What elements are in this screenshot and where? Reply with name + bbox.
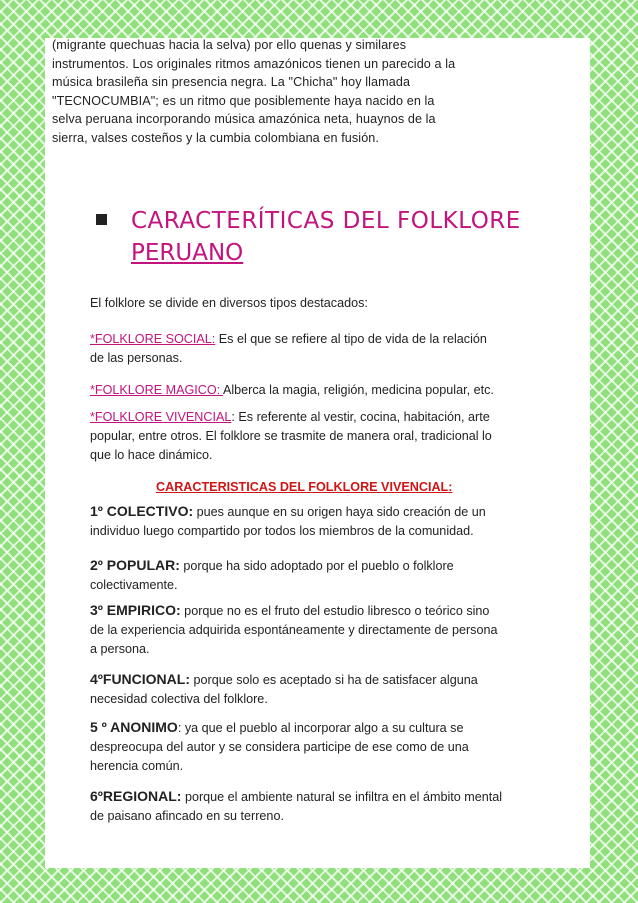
folklore-social-paragraph [90, 330, 550, 368]
intro-line: (migrante quechuas hacia la selva) por ello quenas y similares [52, 38, 407, 52]
folklore-vivencial-text-2: popular, entre otros. El folklore se trasmite de manera oral, tradicional lo [90, 429, 492, 443]
folklore-social-label: *FOLKLORE SOCIAL: [90, 332, 216, 346]
folklore-vivencial-label: *FOLKLORE VIVENCIAL [90, 410, 232, 424]
characteristic-2 [90, 556, 550, 595]
characteristic-1 [90, 502, 550, 541]
characteristic-5 [90, 718, 550, 776]
square-bullet-icon [96, 214, 107, 225]
folklore-vivencial-paragraph [90, 408, 550, 465]
characteristic-text: despreocupa del autor y se considera participe de ese como de una [90, 740, 469, 754]
characteristic-text: porque ha sido adoptado por el pueblo o folklore [179, 559, 454, 573]
intro-line: selva peruana incorporando música amazónica neta, huaynos de la [52, 112, 436, 127]
folklore-vivencial-text-3: que lo hace dinámico. [90, 448, 213, 462]
characteristic-text: pues aunque en su origen haya sido creación de un [193, 505, 486, 519]
characteristic-text: porque no es el fruto del estudio libresco o teórico sino [180, 604, 490, 618]
characteristic-label: 3º EMPIRICO: [90, 602, 181, 618]
intro-line: música brasileña sin presencia negra. La "Chicha" hoy llamada [52, 75, 411, 90]
folklore-vivencial-text: : Es referente al vestir, cocina, habitación, arte [231, 410, 490, 424]
characteristic-3 [90, 601, 550, 659]
characteristic-text: herencia común. [90, 759, 184, 773]
intro-paragraph [52, 36, 552, 148]
characteristic-text: : ya que el pueblo al incorporar algo a su cultura se [177, 721, 464, 735]
characteristic-text: de paisano afincado en su terreno. [90, 809, 284, 823]
characteristic-label: 6ºREGIONAL: [90, 788, 182, 804]
characteristic-text: porque solo es aceptado si ha de satisfacer alguna [190, 673, 478, 687]
characteristic-text: individuo luego compartido por todos los miembros de la comunidad. [90, 524, 474, 538]
heading-line-2: PERUANO [131, 240, 244, 266]
folklore-social-text-2: de las personas. [90, 351, 183, 365]
characteristic-text: de la experiencia adquirida espontáneamente y directamente de persona [90, 623, 498, 637]
folklore-magico-text: Alberca la magia, religión, medicina popular, etc. [222, 383, 494, 397]
characteristic-label: 1º COLECTIVO: [90, 503, 194, 519]
heading-line-1: CARACTERÍTICAS DEL FOLKLORE [131, 208, 521, 234]
characteristic-text: porque el ambiente natural se infiltra en el ámbito mental [181, 790, 503, 804]
intro-line: instrumentos. Los originales ritmos amazónicos tienen un parecido a la [52, 56, 456, 71]
intro-line: "TECNOCUMBIA"; es un ritmo que posiblemente haya nacido en la [52, 93, 435, 108]
section-heading [131, 205, 561, 269]
folklore-magico-label: *FOLKLORE MAGICO: [90, 383, 223, 397]
characteristic-text: colectivamente. [90, 578, 178, 592]
vivencial-subtitle: CARACTERISTICAS DEL FOLKLORE VIVENCIAL: [156, 480, 453, 494]
characteristic-label: 4ºFUNCIONAL: [90, 671, 190, 687]
intro-line: sierra, valses costeños y la cumbia colombiana en fusión. [52, 130, 379, 145]
characteristic-label: 5 º ANONIMO [90, 719, 178, 735]
characteristic-6 [90, 787, 550, 826]
folklore-magico-paragraph [90, 381, 550, 400]
types-intro: El folklore se divide en diversos tipos destacados: [90, 296, 368, 310]
characteristic-text: a persona. [90, 642, 150, 656]
characteristic-4 [90, 670, 550, 709]
folklore-social-text: Es el que se refiere al tipo de vida de la relación [215, 332, 487, 346]
characteristic-text: necesidad colectiva del folklore. [90, 692, 268, 706]
characteristic-label: 2º POPULAR: [90, 557, 180, 573]
